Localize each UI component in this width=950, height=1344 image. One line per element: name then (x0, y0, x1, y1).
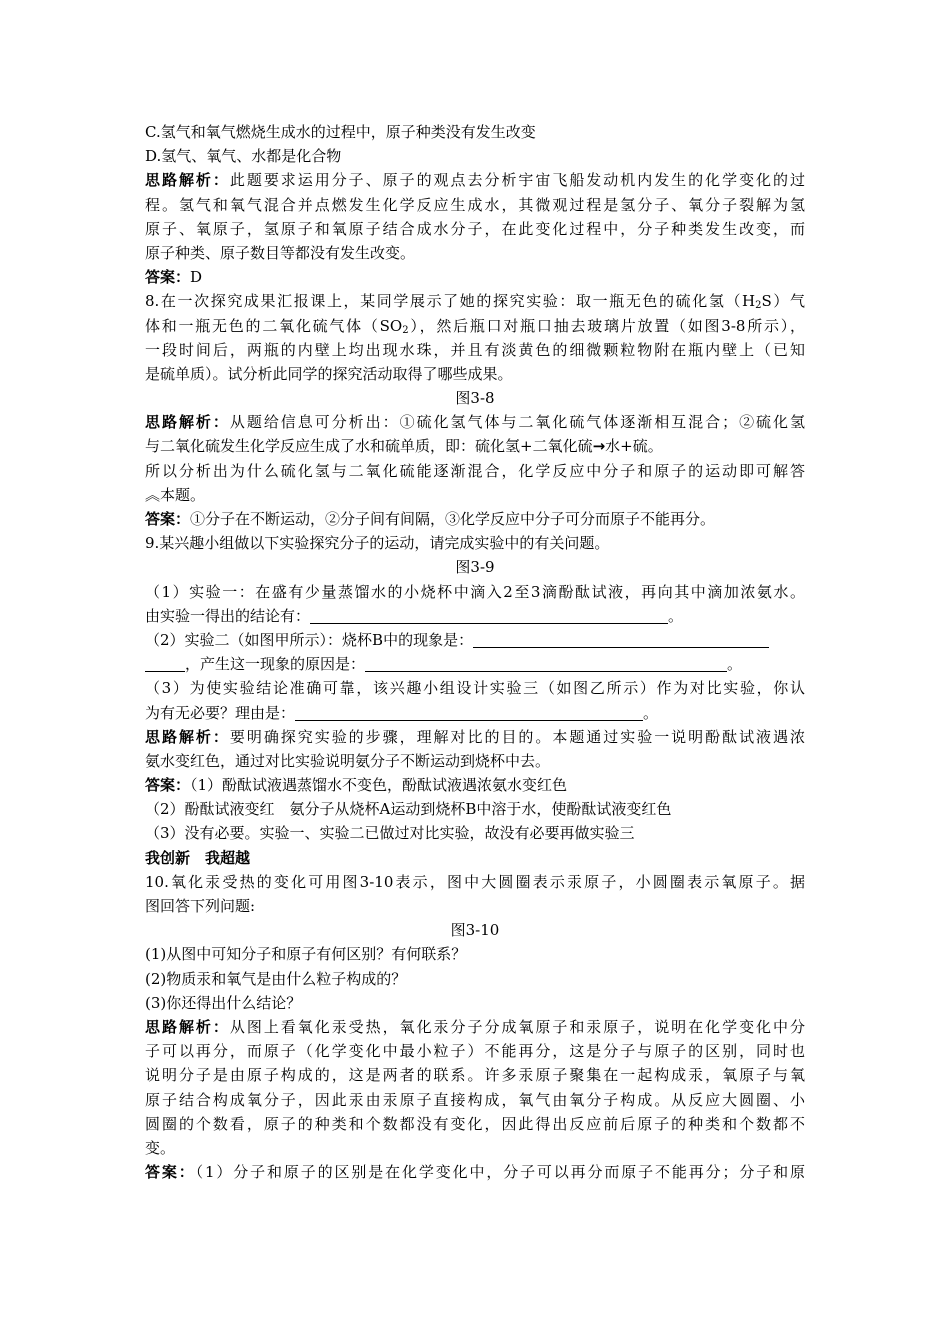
answer-q8: 答案：①分子在不断运动，②分子间有间隔，③化学反应中分子可分而原子不能再分。 (145, 510, 716, 528)
answer-q10: 答案：（1）分子和原子的区别是在化学变化中，分子可以再分而原子不能再分；分子和原 (145, 1163, 805, 1182)
text-line: 原子种类、原子数目等都没有发生改变。 (145, 243, 416, 262)
figure-caption: 图3-8 (455, 389, 495, 408)
text-line: 原子、氧原子，氢原子和氧原子结合成水分子，在此变化过程中，分子种类发生改变，而 (145, 219, 805, 238)
analysis-label: 思路解析： (145, 413, 230, 432)
text-line: 图回答下列问题: (145, 897, 256, 915)
text-line: （2）实验二（如图甲所示）：烧杯B中的现象是： (145, 628, 805, 652)
answer-q7: 答案：D (145, 268, 203, 287)
text-line: ︽本题。 (145, 485, 206, 504)
text-line: （3）没有必要。实验一、实验二已做过对比实验，故没有必要再做实验三 (145, 824, 635, 843)
option-d: D.氢气、氧气、水都是化合物 (145, 147, 342, 166)
analysis-q7: 思路解析：此题要求运用分子、原子的观点去分析宇宙飞船发动机内发生的化学变化的过 (145, 171, 805, 190)
text-line: 所以分析出为什么硫化氢与二氧化硫能逐渐混合，化学反应中分子和原子的运动即可解答 (145, 461, 805, 480)
question-9: 9.某兴趣小组做以下实验探究分子的运动，请完成实验中的有关问题。 (145, 534, 610, 553)
text-line: 氨水变红色，通过对比实验说明氨分子不断运动到烧杯中去。 (145, 751, 551, 770)
text-line: 程。氢气和氧气混合并点燃发生化学反应生成水，其微观过程是氢分子、氧分子裂解为氢 (145, 195, 805, 214)
option-c: C.氢气和氧气燃烧生成水的过程中，原子种类没有发生改变 (145, 123, 536, 141)
answer-blank (473, 632, 769, 648)
answer-blank (365, 656, 727, 672)
text-line: （3）为使实验结论准确可靠，该兴趣小组设计实验三（如图乙所示）作为对比实验，你认 (145, 679, 805, 698)
text-line: （1）实验一：在盛有少量蒸馏水的小烧杯中滴入2至3滴酚酞试液，再向其中滴加浓氨水。 (145, 582, 805, 601)
sub-question: (2)物质汞和氧气是由什么粒子构成的？ (145, 969, 407, 988)
text-line: ，产生这一现象的原因是： 。 (145, 652, 805, 676)
answer-blank (145, 656, 185, 672)
text-line: 由实验一得出的结论有： 。 (145, 606, 684, 625)
answer-q9: 答案：（1）酚酞试液遇蒸馏水不变色，酚酞试液遇浓氨水变红色 (145, 776, 568, 795)
analysis-label: 思路解析： (145, 171, 230, 190)
answer-label: 答案： (145, 776, 191, 795)
text-line: 圆圈的个数看，原子的种类和个数都没有变化，因此得出反应前后原子的种类和个数都不 (145, 1114, 805, 1133)
analysis-q10: 思路解析：从图上看氧化汞受热，氧化汞分子分成氧原子和汞原子，说明在化学变化中分 (145, 1017, 805, 1036)
document-page (145, 120, 805, 1184)
text-line: 原子结合构成氧分子，因此汞由汞原子直接构成，氧气由氧分子构成。从反应大圆圈、小 (145, 1090, 805, 1109)
figure-caption: 图3-10 (450, 921, 500, 940)
text-line: 是硫单质）。试分析此同学的探究活动取得了哪些成果。 (145, 364, 513, 383)
answer-label: 答案： (145, 268, 191, 287)
figure-caption: 图3-9 (455, 558, 495, 577)
text-line: 体和一瓶无色的二氧化硫气体$(SO_2)$，然后瓶口对瓶口抽去玻璃片放置（如图3-8所示）， (145, 316, 805, 336)
analysis-q8: 思路解析：从题给信息可分析出：①硫化氢气体与二氧化硫气体逐渐相互混合；②硫化氢 (145, 413, 805, 432)
sub-question: (3)你还得出什么结论？ (145, 993, 302, 1012)
section-heading: 我创新 我超越 (145, 848, 251, 867)
question-10: 10.氧化汞受热的变化可用图3-10表示，图中大圆圈表示汞原子，小圆圈表示氧原子。据 (145, 872, 805, 891)
reaction-arrow-icon: → (592, 437, 606, 456)
text-line: 为有无必要？理由是： 。 (145, 703, 659, 722)
answer-label: 答案： (145, 1163, 196, 1182)
text-line: 一段时间后，两瓶的内壁上均出现水珠，并且有淡黄色的细微颗粒物附在瓶内壁上（已知 (145, 340, 805, 359)
answer-blank (295, 705, 643, 721)
analysis-label: 思路解析： (145, 1017, 230, 1036)
text-line: 与二氧化硫发生化学反应生成了水和硫单质，即：硫化氢+二氧化硫→水+硫。 (145, 437, 663, 456)
text-line: （2）酚酞试液变红 氨分子从烧杯A运动到烧杯B中溶于水，使酚酞试液变红色 (145, 800, 672, 819)
analysis-label: 思路解析： (145, 727, 230, 746)
question-8: 8.在一次探究成果汇报课上，某同学展示了她的探究实验：取一瓶无色的硫化氢$(H_2S)$气 (145, 292, 805, 312)
sub-question: (1)从图中可知分子和原子有何区别？有何联系？ (145, 945, 467, 964)
answer-blank (310, 608, 668, 624)
text-line: 子可以再分，而原子（化学变化中最小粒子）不能再分，这是分子与原子的区别，同时也 (145, 1042, 805, 1061)
analysis-q9: 思路解析：要明确探究实验的步骤，理解对比的目的。本题通过实验一说明酚酞试液遇浓 (145, 727, 805, 746)
text-line: 说明分子是由原子构成的，这是两者的联系。许多汞原子聚集在一起构成汞，氧原子与氧 (145, 1066, 805, 1085)
answer-label: 答案： (145, 510, 191, 528)
text-line: 变。 (145, 1138, 176, 1157)
